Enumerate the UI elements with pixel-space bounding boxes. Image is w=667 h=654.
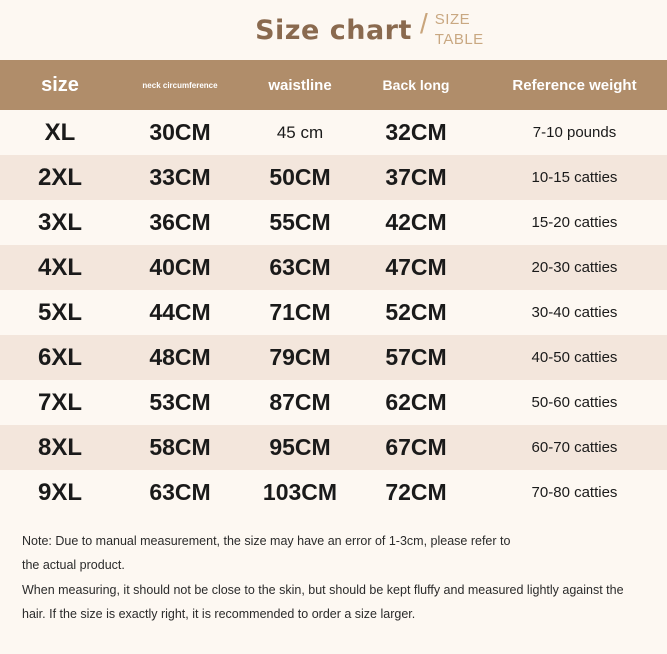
cell-ref: 10-15 catties xyxy=(472,155,667,200)
cell-neck: 44CM xyxy=(120,290,240,335)
cell-size: 8XL xyxy=(0,425,120,470)
table-row xyxy=(0,335,667,380)
cell-back: 32CM xyxy=(360,110,472,155)
column-header-back-long: Back long xyxy=(360,60,472,110)
cell-neck: 53CM xyxy=(120,380,240,425)
cell-ref: 7-10 pounds xyxy=(472,110,667,155)
note-line: the actual product. xyxy=(22,558,125,573)
table-row xyxy=(0,155,667,200)
cell-waist: 103CM xyxy=(240,470,360,515)
cell-waist: 71CM xyxy=(240,290,360,335)
cell-back: 62CM xyxy=(360,380,472,425)
cell-size: 9XL xyxy=(0,470,120,515)
cell-waist: 79CM xyxy=(240,335,360,380)
size-table xyxy=(0,60,667,515)
note-line: When measuring, it should not be close to the skin, but should be kept fluffy and measured lightly against the xyxy=(22,582,624,597)
cell-ref: 70-80 catties xyxy=(472,470,667,515)
table-row xyxy=(0,425,667,470)
cell-ref: 20-30 catties xyxy=(472,245,667,290)
cell-neck: 48CM xyxy=(120,335,240,380)
table-header xyxy=(0,60,667,110)
table-body xyxy=(0,110,667,515)
cell-waist: 95CM xyxy=(240,425,360,470)
cell-ref: 15-20 catties xyxy=(472,200,667,245)
cell-neck: 63CM xyxy=(120,470,240,515)
table-row xyxy=(0,290,667,335)
table-row xyxy=(0,470,667,515)
table-row xyxy=(0,110,667,155)
cell-size: 7XL xyxy=(0,380,120,425)
header-subtitle-group xyxy=(420,10,505,51)
cell-size: 6XL xyxy=(0,335,120,380)
cell-size: XL xyxy=(0,110,120,155)
cell-size: 3XL xyxy=(0,200,120,245)
column-header-waistline: waistline xyxy=(240,60,360,110)
cell-waist: 87CM xyxy=(240,380,360,425)
cell-back: 57CM xyxy=(360,335,472,380)
column-header-size: size xyxy=(0,60,120,110)
cell-back: 37CM xyxy=(360,155,472,200)
cell-neck: 58CM xyxy=(120,425,240,470)
cell-waist: 63CM xyxy=(240,245,360,290)
slash-divider: / xyxy=(420,8,428,39)
cell-size: 4XL xyxy=(0,245,120,290)
table-row xyxy=(0,200,667,245)
cell-neck: 36CM xyxy=(120,200,240,245)
cell-waist: 55CM xyxy=(240,200,360,245)
cell-ref: 60-70 catties xyxy=(472,425,667,470)
column-header-neck-circumference: neck circumference xyxy=(120,60,240,110)
table-row xyxy=(0,245,667,290)
chart-header xyxy=(0,0,667,60)
cell-back: 47CM xyxy=(360,245,472,290)
cell-ref: 30-40 catties xyxy=(472,290,667,335)
cell-waist: 45 cm xyxy=(240,110,360,155)
notes-section xyxy=(0,515,667,637)
cell-back: 67CM xyxy=(360,425,472,470)
cell-neck: 40CM xyxy=(120,245,240,290)
note-line: Note: Due to manual measurement, the size may have an error of 1-3cm, please refer to xyxy=(22,534,511,548)
note-line: hair. If the size is exactly right, it is recommended to order a size larger. xyxy=(22,607,416,622)
cell-back: 72CM xyxy=(360,470,472,515)
cell-ref: 40-50 catties xyxy=(472,335,667,380)
header-subtitle: SIZE TABLE xyxy=(434,11,484,49)
cell-size: 2XL xyxy=(0,155,120,200)
cell-ref: 50-60 catties xyxy=(472,380,667,425)
table-row xyxy=(0,380,667,425)
cell-waist: 50CM xyxy=(240,155,360,200)
cell-size: 5XL xyxy=(0,290,120,335)
page-title: Size chart xyxy=(255,14,412,46)
cell-back: 42CM xyxy=(360,200,472,245)
cell-neck: 30CM xyxy=(120,110,240,155)
table-header-row xyxy=(0,60,667,110)
cell-back: 52CM xyxy=(360,290,472,335)
cell-neck: 33CM xyxy=(120,155,240,200)
column-header-reference-weight: Reference weight xyxy=(472,60,667,110)
